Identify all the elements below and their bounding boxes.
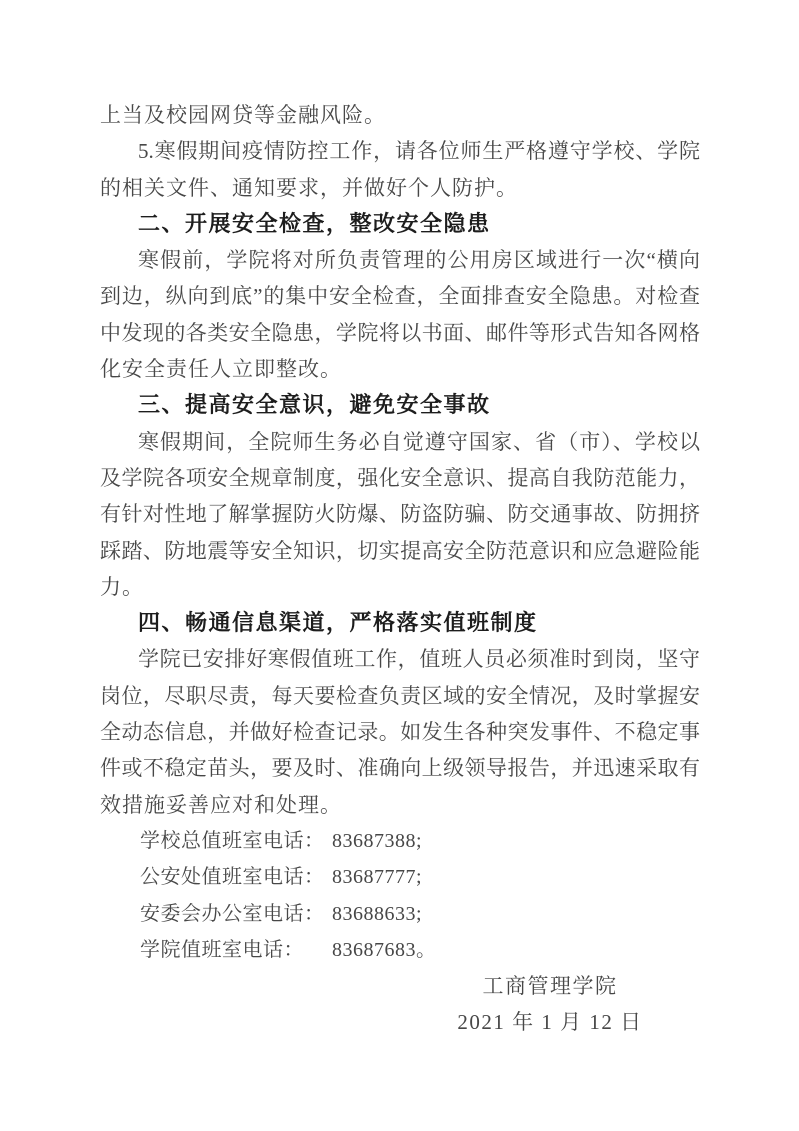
doc-line: 件或不稳定苗头，要及时、准确向上级领导报告，并迅速采取有 (100, 756, 700, 781)
doc-line: 踩踏、防地震等安全知识，切实提高安全防范意识和应急避险能 (100, 538, 700, 563)
doc-line: 寒假前，学院将对所负责管理的公用房区域进行一次“横向 (138, 248, 700, 273)
doc-line: 寒假期间，全院师生务必自觉遵守国家、省（市）、学校以 (138, 429, 700, 454)
phone-number: 83687388; (332, 829, 423, 852)
signature-block (435, 968, 665, 1041)
phone-label: 安委会办公室电话： (140, 902, 325, 925)
phone-line (100, 932, 700, 968)
doc-line: 效措施妥善应对和处理。 (100, 792, 342, 817)
doc-line: 上当及校园网贷等金融风险。 (100, 103, 386, 127)
signature-date: 2021 年 1 月 12 日 (457, 1010, 643, 1035)
section-heading-2: 二、开展安全检查，整改安全隐患 (138, 210, 491, 236)
phone-line (100, 896, 700, 932)
phone-label: 学校总值班室电话： (140, 829, 325, 852)
doc-line: 中发现的各类安全隐患，学院将以书面、邮件等形式告知各网格 (100, 320, 700, 345)
phone-number: 83687777; (332, 866, 423, 889)
section-heading-4: 四、畅通信息渠道，严格落实值班制度 (138, 610, 538, 636)
phone-number: 83687683。 (332, 938, 437, 961)
document-body (100, 97, 700, 1041)
phone-label: 学院值班室电话： (140, 938, 304, 961)
doc-line: 学院已安排好寒假值班工作，值班人员必须准时到岗，坚守 (138, 647, 700, 672)
doc-line: 全动态信息，并做好检查记录。如发生各种突发事件、不稳定事 (100, 720, 700, 745)
signature-org: 工商管理学院 (482, 974, 618, 999)
phone-line (100, 859, 700, 895)
phone-line (100, 823, 700, 859)
doc-line: 5.寒假期间疫情防控工作，请各位师生严格遵守学校、学院 (138, 139, 700, 164)
doc-line: 到边，纵向到底”的集中安全检查，全面排查安全隐患。对检查 (100, 284, 700, 309)
phone-number: 83688633; (332, 902, 423, 925)
doc-line: 的相关文件、通知要求，并做好个人防护。 (100, 175, 518, 200)
doc-line: 及学院各项安全规章制度，强化安全意识、提高自我防范能力， (100, 465, 700, 490)
doc-line: 力。 (100, 574, 144, 599)
doc-line: 岗位，尽职尽责，每天要检查负责区域的安全情况，及时掌握安 (100, 683, 700, 708)
section-heading-3: 三、提高安全意识，避免安全事故 (138, 392, 491, 418)
doc-line: 有针对性地了解掌握防火防爆、防盗防骗、防交通事故、防拥挤 (100, 502, 700, 527)
phone-label: 公安处值班室电话： (140, 866, 325, 889)
doc-line: 化安全责任人立即整改。 (100, 357, 342, 382)
